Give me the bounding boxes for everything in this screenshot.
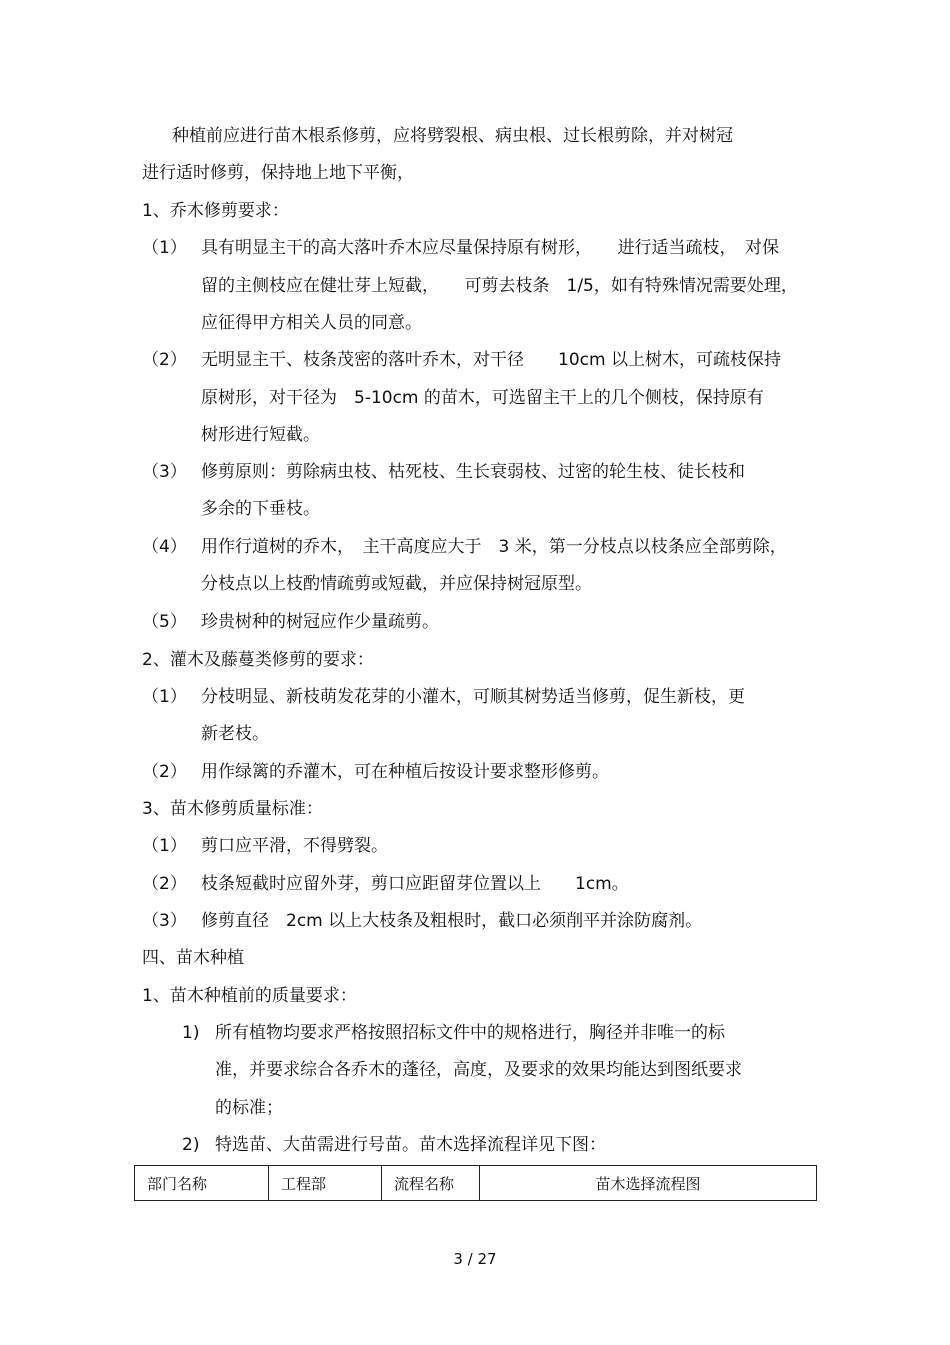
item-text-line: 用作行道树的乔木， 主干高度应大于 3 米，第一分枝点以枝条应全部剪除， bbox=[201, 537, 787, 557]
item-number: （1） bbox=[142, 836, 187, 856]
item-text-line: 树形进行短截。 bbox=[201, 425, 320, 445]
page-number: 3 / 27 bbox=[453, 1250, 497, 1268]
item-number: （1） bbox=[142, 238, 187, 258]
item-number: （5） bbox=[142, 612, 187, 632]
item-text-line: 新老枝。 bbox=[201, 724, 269, 744]
item-text-line: 枝条短截时应留外芽，剪口应距留芽位置以上 1cm。 bbox=[201, 874, 629, 894]
item-number: （2） bbox=[142, 762, 187, 782]
section2-heading: 2、灌木及藤蔓类修剪的要求： bbox=[142, 650, 374, 670]
item-text-line: 多余的下垂枝。 bbox=[201, 499, 320, 519]
item-number: （1） bbox=[142, 687, 187, 707]
item-number: （3） bbox=[142, 911, 187, 931]
table-cell-dept-value: 工程部 bbox=[269, 1166, 382, 1200]
item-text-line: 分枝点以上枝酌情疏剪或短截，并应保持树冠原型。 bbox=[201, 574, 592, 594]
item-text-line: 具有明显主干的高大落叶乔木应尽量保持原有树形， 进行适当疏枝， 对保 bbox=[201, 238, 779, 258]
item-text-line: 修剪原则：剪除病虫枝、枯死枝、生长衰弱枝、过密的轮生枝、徒长枝和 bbox=[201, 462, 745, 482]
item-number: 2) bbox=[182, 1135, 200, 1155]
section1-heading: 1、乔木修剪要求： bbox=[142, 201, 289, 221]
item-number: （2） bbox=[142, 874, 187, 894]
item-text-line: 的标准； bbox=[215, 1098, 283, 1118]
item-text-line: 剪口应平滑，不得劈裂。 bbox=[201, 836, 388, 856]
section3-heading: 3、苗木修剪质量标准： bbox=[142, 799, 323, 819]
item-text-line: 留的主侧枝应在健壮芽上短截， 可剪去枝条 1/5，如有特殊情况需要处理， bbox=[201, 276, 798, 296]
section4-subheading: 1、苗木种植前的质量要求： bbox=[142, 986, 357, 1006]
item-text-line: 准，并要求综合各乔木的蓬径，高度，及要求的效果均能达到图纸要求 bbox=[215, 1060, 742, 1080]
item-text-line: 无明显主干、枝条茂密的落叶乔木，对干径 10cm 以上树木，可疏枝保持 bbox=[201, 350, 781, 370]
intro-line-1: 种植前应进行苗木根系修剪，应将劈裂根、病虫根、过长根剪除，并对树冠 bbox=[172, 126, 733, 146]
item-text-line: 修剪直径 2cm 以上大枝条及粗根时，截口必须削平并涂防腐剂。 bbox=[201, 911, 703, 931]
item-text-line: 分枝明显、新枝萌发花芽的小灌木，可顺其树势适当修剪，促生新枝，更 bbox=[201, 687, 745, 707]
process-table bbox=[134, 1165, 817, 1201]
item-number: （2） bbox=[142, 350, 187, 370]
item-text-line: 原树形，对干径为 5-10cm 的苗木，可选留主干上的几个侧枝，保持原有 bbox=[201, 388, 764, 408]
intro-line-2: 进行适时修剪，保持地上地下平衡， bbox=[142, 163, 414, 183]
section4-heading: 四、苗木种植 bbox=[142, 948, 244, 968]
item-number: （4） bbox=[142, 537, 187, 557]
item-text-line: 用作绿篱的乔灌木，可在种植后按设计要求整形修剪。 bbox=[201, 762, 609, 782]
item-number: 1) bbox=[182, 1023, 200, 1043]
table-cell-process-label: 流程名称 bbox=[382, 1166, 480, 1200]
item-text-line: 珍贵树种的树冠应作少量疏剪。 bbox=[201, 612, 439, 632]
item-text-line: 特选苗、大苗需进行号苗。苗木选择流程详见下图： bbox=[215, 1135, 606, 1155]
item-text-line: 所有植物均要求严格按照招标文件中的规格进行，胸径并非唯一的标 bbox=[215, 1023, 725, 1043]
table-cell-process-value: 苗木选择流程图 bbox=[595, 1174, 701, 1193]
item-text-line: 应征得甲方相关人员的同意。 bbox=[201, 313, 422, 333]
item-number: （3） bbox=[142, 462, 187, 482]
table-cell-dept-label: 部门名称 bbox=[135, 1166, 269, 1200]
